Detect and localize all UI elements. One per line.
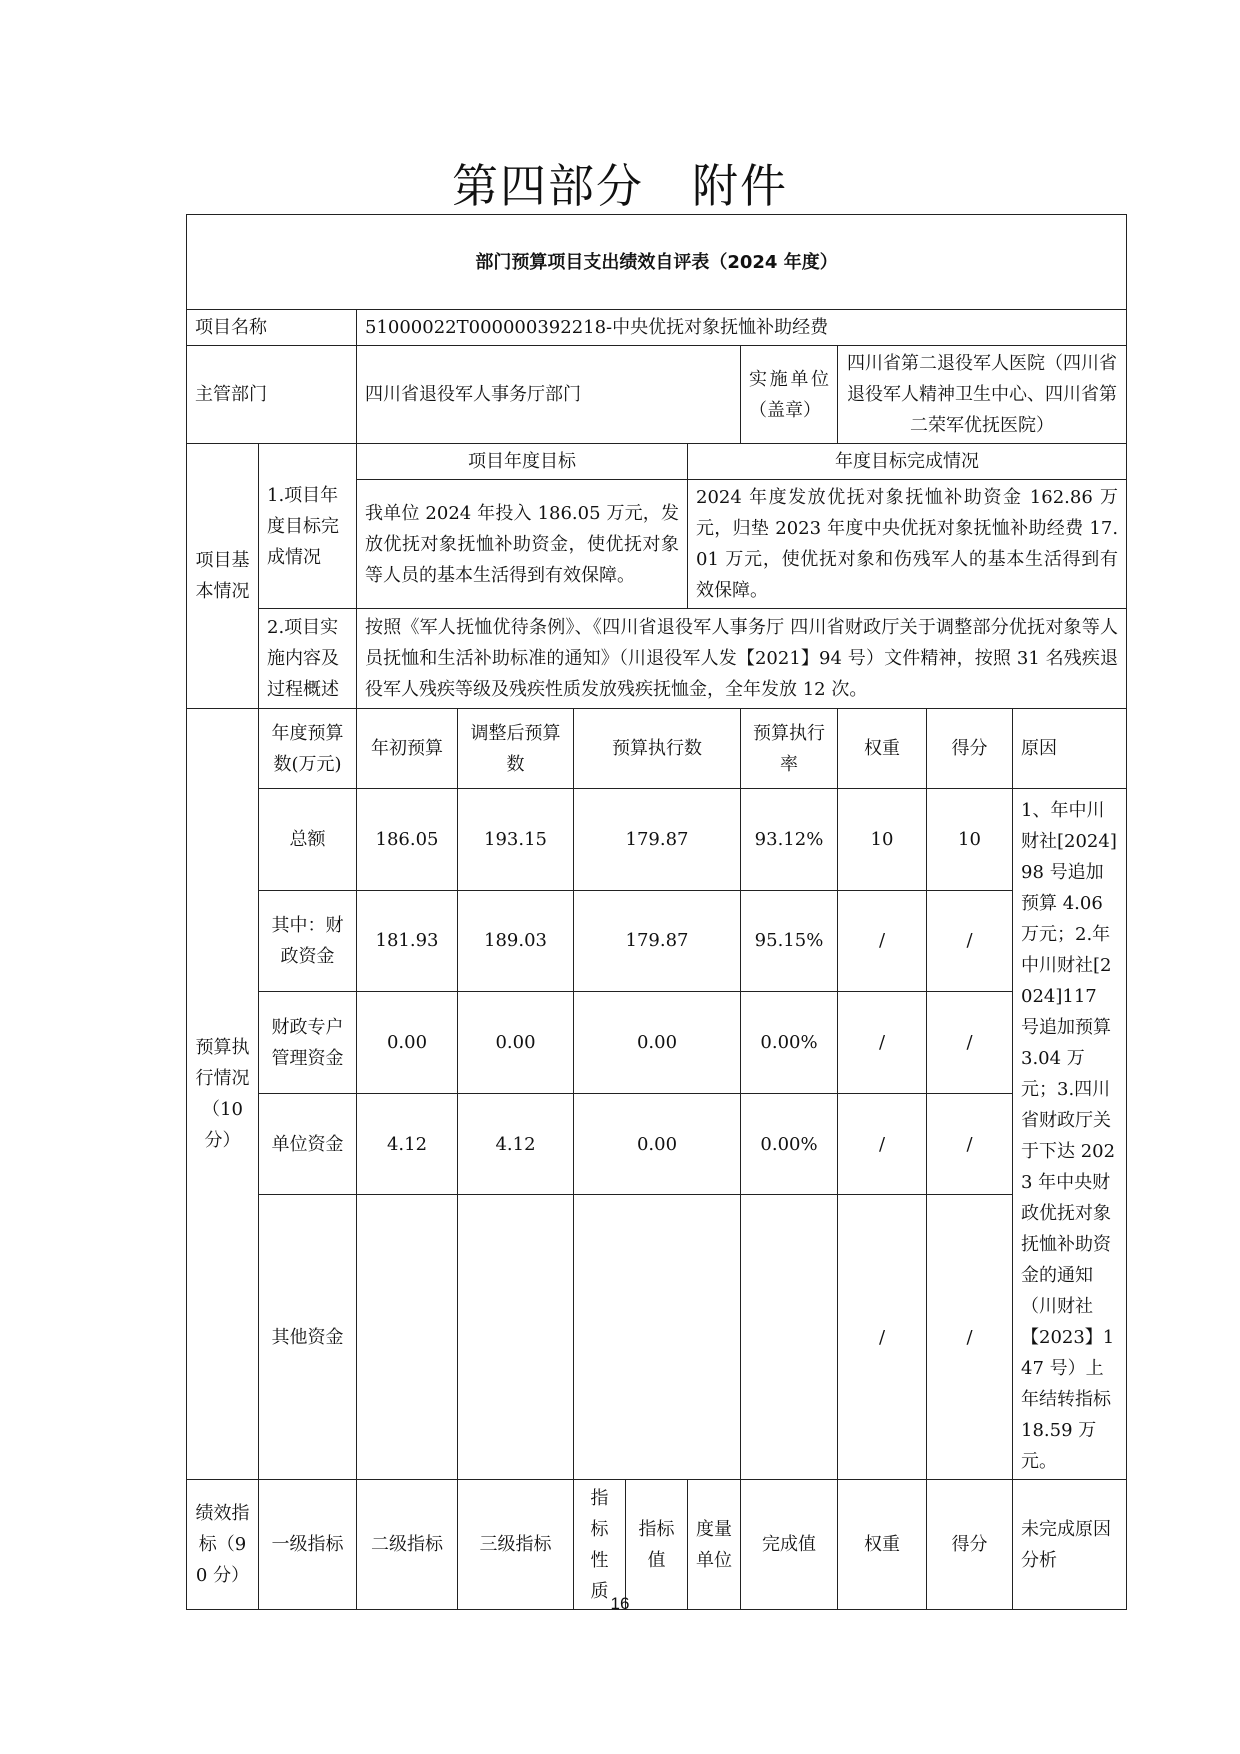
table-caption: 部门预算项目支出绩效自评表（2024 年度）	[187, 215, 1127, 310]
project-name-value: 51000022T000000392218-中央优抚对象抚恤补助经费	[357, 310, 1127, 346]
budget-header-adjusted: 调整后预算数	[458, 709, 574, 789]
budget-row-total	[187, 789, 1127, 891]
budget-executed: 179.87	[574, 789, 741, 891]
budget-adjusted	[458, 1195, 574, 1480]
budget-score: /	[927, 992, 1013, 1094]
perf-header-score: 得分	[927, 1480, 1013, 1610]
budget-adjusted: 193.15	[458, 789, 574, 891]
budget-score: /	[927, 890, 1013, 992]
budget-header-score: 得分	[927, 709, 1013, 789]
budget-rate: 0.00%	[741, 1093, 838, 1195]
impl-row-label: 2.项目实施内容及过程概述	[259, 609, 357, 709]
budget-weight: /	[838, 890, 927, 992]
completion-col-label: 年度目标完成情况	[688, 444, 1127, 480]
budget-rate: 95.15%	[741, 890, 838, 992]
perf-header-level2: 二级指标	[357, 1480, 458, 1610]
budget-initial: 181.93	[357, 890, 458, 992]
impl-unit-label: 实施单位（盖章）	[741, 346, 838, 444]
budget-row-label: 总额	[259, 789, 357, 891]
perf-header-nature: 指标性质	[574, 1480, 626, 1610]
budget-rate: 93.12%	[741, 789, 838, 891]
performance-self-evaluation-table	[186, 214, 1127, 1610]
budget-executed: 0.00	[574, 992, 741, 1094]
perf-header-row	[187, 1480, 1127, 1610]
budget-row-other	[187, 1195, 1127, 1480]
perf-section-label: 绩效指标（90 分）	[187, 1480, 259, 1610]
perf-header-value: 指标值	[626, 1480, 688, 1610]
completion-text: 2024 年度发放优抚对象抚恤补助资金 162.86 万元，归垫 2023 年度中央优抚对象抚恤补助经费 17.01 万元，使优抚对象和伤残军人的基本生活得到有效保障。	[688, 480, 1127, 609]
budget-initial: 186.05	[357, 789, 458, 891]
budget-weight: 10	[838, 789, 927, 891]
budget-row-fiscal	[187, 890, 1127, 992]
project-name-label: 项目名称	[187, 310, 357, 346]
budget-adjusted: 0.00	[458, 992, 574, 1094]
budget-row-label: 其他资金	[259, 1195, 357, 1480]
budget-executed: 0.00	[574, 1093, 741, 1195]
budget-row-label: 财政专户管理资金	[259, 992, 357, 1094]
budget-header-reason: 原因	[1013, 709, 1127, 789]
budget-initial: 0.00	[357, 992, 458, 1094]
goal-col-label: 项目年度目标	[357, 444, 688, 480]
budget-header-rate: 预算执行率	[741, 709, 838, 789]
budget-rate	[741, 1195, 838, 1480]
budget-header-executed: 预算执行数	[574, 709, 741, 789]
budget-section-label: 预算执行情况（10 分）	[187, 709, 259, 1480]
perf-header-weight: 权重	[838, 1480, 927, 1610]
budget-weight: /	[838, 1093, 927, 1195]
perf-header-reason: 未完成原因分析	[1013, 1480, 1127, 1610]
dept-value: 四川省退役军人事务厅部门	[357, 346, 741, 444]
budget-score: /	[927, 1093, 1013, 1195]
perf-header-level3: 三级指标	[458, 1480, 574, 1610]
budget-row-unit	[187, 1093, 1127, 1195]
budget-executed: 179.87	[574, 890, 741, 992]
budget-initial	[357, 1195, 458, 1480]
budget-header-initial: 年初预算	[357, 709, 458, 789]
impl-unit-value: 四川省第二退役军人医院（四川省退役军人精神卫生中心、四川省第二荣军优抚医院）	[838, 346, 1127, 444]
goal-text: 我单位 2024 年投入 186.05 万元，发放优抚对象抚恤补助资金，使优抚对象等人员的基本生活得到有效保障。	[357, 480, 688, 609]
budget-row-label: 其中：财政资金	[259, 890, 357, 992]
perf-header-unit: 度量单位	[688, 1480, 741, 1610]
budget-rate: 0.00%	[741, 992, 838, 1094]
budget-adjusted: 4.12	[458, 1093, 574, 1195]
page-number: 16	[610, 1594, 630, 1613]
budget-row-label: 单位资金	[259, 1093, 357, 1195]
budget-score: /	[927, 1195, 1013, 1480]
budget-reason-text: 1、年中川财社[2024]98 号追加预算 4.06 万元；2.年中川财社[2024]117 号追加预算 3.04 万元；3.四川省财政厅关于下达 2023 年中央财政优抚对象抚恤补助资金的通知（川财社【2023】147 号）上年结转指标 18.59 万元。	[1013, 789, 1127, 1480]
budget-adjusted: 189.03	[458, 890, 574, 992]
budget-executed	[574, 1195, 741, 1480]
perf-header-completed: 完成值	[741, 1480, 838, 1610]
budget-initial: 4.12	[357, 1093, 458, 1195]
budget-header-annual: 年度预算数(万元)	[259, 709, 357, 789]
budget-row-special-account	[187, 992, 1127, 1094]
budget-score: 10	[927, 789, 1013, 891]
budget-header-weight: 权重	[838, 709, 927, 789]
part-title: 第四部分 附件	[452, 159, 788, 213]
dept-label: 主管部门	[187, 346, 357, 444]
impl-text: 按照《军人抚恤优待条例》、《四川省退役军人事务厅 四川省财政厅关于调整部分优抚对象等人员抚恤和生活补助标准的通知》（川退役军人发【2021】94 号）文件精神，按照 31 名残疾退役军人残疾等级及残疾性质发放残疾抚恤金，全年发放 12 次。	[357, 609, 1127, 709]
basic-info-label: 项目基本情况	[187, 444, 259, 709]
goal-row-label: 1.项目年度目标完成情况	[259, 444, 357, 609]
budget-weight: /	[838, 992, 927, 1094]
budget-weight: /	[838, 1195, 927, 1480]
perf-header-level1: 一级指标	[259, 1480, 357, 1610]
